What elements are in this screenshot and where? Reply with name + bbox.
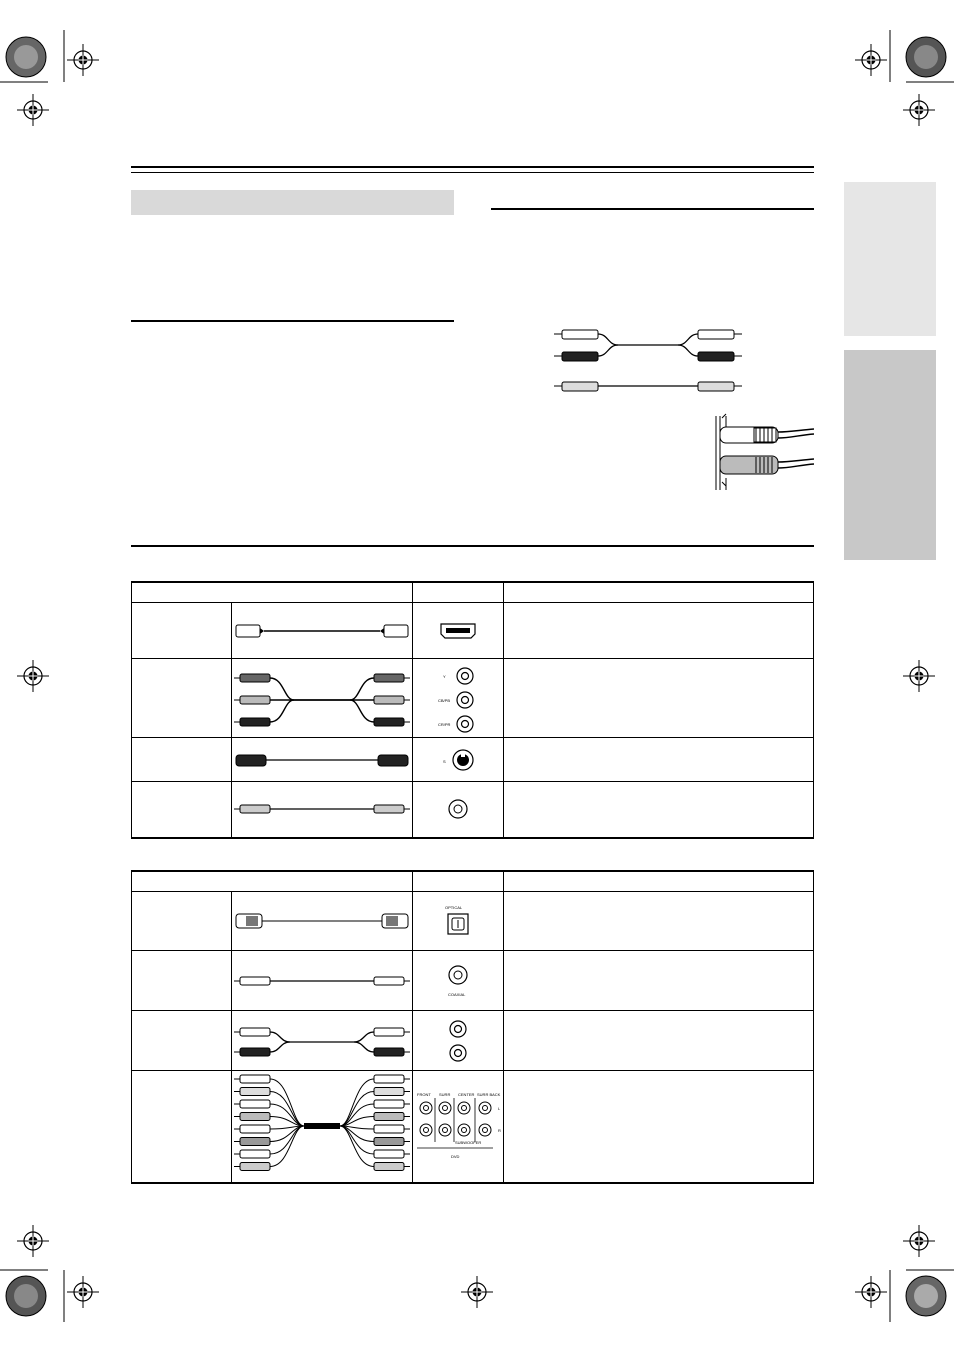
multichannel-cable-icon — [232, 1073, 412, 1179]
component-jack-cell — [413, 659, 504, 738]
multichannel-cable-cell — [232, 1071, 413, 1183]
optical-jack-icon — [413, 901, 503, 941]
section-rule-full — [131, 545, 814, 547]
row-name — [132, 659, 232, 738]
row-name — [132, 603, 232, 659]
rca-plug-right — [374, 1088, 404, 1096]
jack-label-optical: OPTICAL — [445, 905, 463, 910]
audio-connection-table — [131, 870, 814, 1184]
table-header-cell — [132, 582, 413, 603]
corner-wheel-icon — [906, 37, 946, 77]
multichannel-jack-icon — [413, 1086, 503, 1166]
jack-label-subwoofer: SUBWOOFER — [455, 1140, 482, 1146]
multichannel-jack-cell — [413, 1071, 504, 1183]
coaxial-cable-cell — [232, 951, 413, 1011]
jack-label-s: S — [443, 758, 446, 764]
row-description — [504, 951, 814, 1011]
table-header-cell — [132, 871, 413, 892]
jack-label-surr: SURR — [439, 1092, 451, 1098]
svideo-cable-cell — [232, 738, 413, 782]
rca-cable-illustration — [550, 325, 750, 400]
component-cable-cell — [232, 659, 413, 738]
rca-plug-left — [240, 1113, 270, 1121]
jack-label-l: L — [498, 1106, 501, 1112]
rca-plug-right — [374, 1138, 404, 1146]
cable-wire — [270, 1126, 374, 1154]
table-row — [132, 782, 814, 838]
subsection-rule-left — [131, 320, 454, 322]
jack-label-center: CENTER — [458, 1092, 475, 1098]
header-rule-thick — [131, 166, 814, 168]
rca-plug-right — [374, 1150, 404, 1158]
rca-plug-right — [374, 1113, 404, 1121]
table-header-cell — [504, 582, 814, 603]
jack-label-surrback: SURR BACK — [477, 1092, 501, 1098]
subsection-rule-right — [491, 208, 814, 210]
hdmi-cable-cell — [232, 603, 413, 659]
corner-wheel-icon — [906, 1276, 946, 1316]
side-tab-dark — [844, 350, 936, 560]
coaxial-cable-icon — [232, 966, 412, 996]
hdmi-jack-icon — [413, 616, 503, 646]
row-description — [504, 1011, 814, 1071]
row-name — [132, 1071, 232, 1183]
hdmi-cable-icon — [232, 616, 412, 646]
row-name — [132, 951, 232, 1011]
optical-cable-icon — [232, 906, 412, 936]
composite-cable-cell — [232, 782, 413, 838]
jack-label-front: FRONT — [417, 1092, 431, 1098]
plug-insertion-illustration — [710, 412, 814, 494]
rca-plug-right — [374, 1125, 404, 1133]
row-name — [132, 1011, 232, 1071]
coaxial-jack-cell — [413, 951, 504, 1011]
svideo-jack-cell — [413, 738, 504, 782]
row-name — [132, 738, 232, 782]
component-jack-icon — [413, 663, 503, 733]
table-header-cell — [413, 582, 504, 603]
rca-plug-left — [240, 1138, 270, 1146]
rca-plug-right — [374, 1100, 404, 1108]
cable-bundle — [304, 1123, 340, 1129]
table-row — [132, 603, 814, 659]
section-header-bar — [131, 190, 454, 215]
rca-plug-right — [374, 1163, 404, 1171]
optical-jack-cell — [413, 892, 504, 951]
header-rule-thin — [131, 172, 814, 173]
table-row — [132, 951, 814, 1011]
table-header-cell — [413, 871, 504, 892]
rca-plug-left — [240, 1100, 270, 1108]
row-description — [504, 1071, 814, 1183]
row-description — [504, 892, 814, 951]
side-tab-light — [844, 182, 936, 336]
analog-jack-icon — [413, 1016, 503, 1066]
rca-plug-right — [374, 1075, 404, 1083]
row-name — [132, 892, 232, 951]
jack-label-dvd: DVD — [451, 1154, 460, 1160]
analog-cable-icon — [232, 1016, 412, 1066]
jack-label-cr: CR/PR — [438, 722, 451, 727]
rca-plug-left — [240, 1125, 270, 1133]
row-description — [504, 782, 814, 838]
rca-plug-left — [240, 1150, 270, 1158]
table-header-row — [132, 871, 814, 892]
row-description — [504, 659, 814, 738]
table-header-cell — [504, 871, 814, 892]
row-description — [504, 738, 814, 782]
jack-label-cb: CB/PB — [438, 698, 451, 703]
table-row — [132, 659, 814, 738]
rca-plug-left — [240, 1163, 270, 1171]
corner-wheel-icon — [6, 1276, 46, 1316]
table-row — [132, 892, 814, 951]
table-row — [132, 738, 814, 782]
jack-label-y: Y — [443, 674, 446, 679]
cable-wire — [270, 1104, 374, 1126]
analog-cable-cell — [232, 1011, 413, 1071]
optical-cable-cell — [232, 892, 413, 951]
composite-cable-icon — [232, 794, 412, 824]
svideo-jack-icon — [413, 745, 503, 775]
component-cable-icon — [232, 663, 412, 733]
cable-wire — [270, 1092, 374, 1127]
table-row — [132, 1011, 814, 1071]
rca-plug-left — [240, 1088, 270, 1096]
composite-jack-cell — [413, 782, 504, 838]
hdmi-jack-cell — [413, 603, 504, 659]
corner-wheel-icon — [6, 37, 46, 77]
analog-jack-cell — [413, 1011, 504, 1071]
composite-jack-icon — [413, 794, 503, 824]
jack-label-r: R — [498, 1128, 501, 1134]
row-description — [504, 603, 814, 659]
jack-label-coaxial: COAXIAL — [448, 991, 466, 997]
coaxial-jack-icon — [413, 959, 503, 1003]
table-header-row — [132, 582, 814, 603]
svideo-cable-icon — [232, 745, 412, 775]
video-connection-table — [131, 581, 814, 839]
rca-plug-left — [240, 1075, 270, 1083]
row-name — [132, 782, 232, 838]
table-row — [132, 1071, 814, 1183]
